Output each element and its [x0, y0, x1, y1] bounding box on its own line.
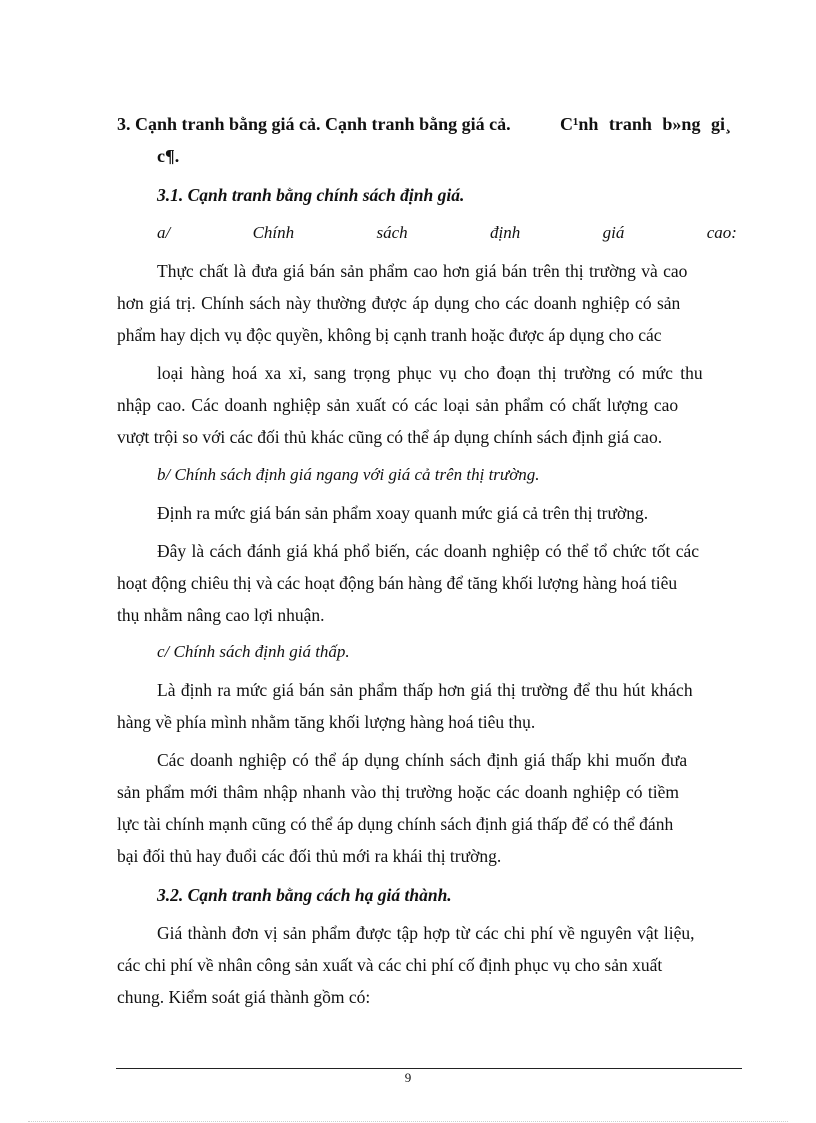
paragraph-line: nhập cao. Các doanh nghiệp sản xuất có các loại sản phẩm có chất lượng cao	[117, 395, 679, 415]
paragraph-line: Định ra mức giá bán sản phẩm xoay quanh mức giá cả trên thị trường.	[157, 503, 649, 523]
paragraph-line: hàng về phía mình nhằm tăng khối lượng hàng hoá tiêu thụ.	[117, 712, 536, 732]
paragraph-line: Đây là cách đánh giá khá phổ biến, các doanh nghiệp có thể tổ chức tốt các	[157, 541, 700, 561]
paragraph-line: Thực chất là đưa giá bán sản phẩm cao hơn giá bán trên thị trường và cao	[157, 261, 688, 281]
paragraph-line: thụ nhằm nâng cao lợi nhuận.	[117, 605, 325, 625]
paragraph-line: vượt trội so với các đối thủ khác cũng có thể áp dụng chính sách định giá cao.	[117, 427, 663, 447]
subsection-title-3-1: 3.1. Cạnh tranh bằng chính sách định giá.	[157, 185, 465, 205]
paragraph-line: hơn giá trị. Chính sách này thường được áp dụng cho các doanh nghiệp có sản	[117, 293, 681, 313]
item-b-heading: b/ Chính sách định giá ngang với giá cả trên thị trường.	[157, 465, 540, 484]
section-heading-continuation: c¶.	[157, 146, 180, 166]
paragraph-line: Giá thành đơn vị sản phẩm được tập hợp từ các chi phí về nguyên vật liệu,	[157, 923, 695, 943]
section-heading	[117, 113, 511, 135]
paragraph-line: Các doanh nghiệp có thể áp dụng chính sách định giá thấp khi muốn đưa	[157, 750, 688, 770]
paragraph-line: các chi phí về nhân công sản xuất và các chi phí cố định phục vụ cho sản xuất	[117, 955, 663, 975]
paragraph-line: phẩm hay dịch vụ độc quyền, không bị cạnh tranh hoặc được áp dụng cho các	[117, 325, 662, 345]
paragraph-line: sản phẩm mới thâm nhập nhanh vào thị trường hoặc các doanh nghiệp có tiềm	[117, 782, 679, 802]
item-a-heading: a/ Chính sách định giá cao:	[157, 223, 737, 242]
page-number: 9	[404, 1070, 412, 1085]
item-c-heading: c/ Chính sách định giá thấp.	[157, 642, 350, 661]
paragraph-line: lực tài chính mạnh cũng có thể áp dụng chính sách định giá thấp để có thể đánh	[117, 814, 674, 834]
section-heading-text: 3. Cạnh tranh bằng giá cả. Cạnh tranh bằng giá cả.	[117, 114, 511, 134]
subsection-title-3-2: 3.2. Cạnh tranh bằng cách hạ giá thành.	[157, 885, 452, 905]
paragraph-line: chung. Kiểm soát giá thành gồm có:	[117, 987, 371, 1007]
paragraph-line: Là định ra mức giá bán sản phẩm thấp hơn giá thị trường để thu hút khách	[157, 680, 693, 700]
paragraph-line: bại đối thủ hay đuổi các đối thủ mới ra khái thị trường.	[117, 846, 502, 866]
paragraph-line: loại hàng hoá xa xỉ, sang trọng phục vụ cho đoạn thị trường có mức thu	[157, 363, 703, 383]
footer-rule	[116, 1068, 742, 1069]
page-bottom-border	[28, 1121, 788, 1122]
section-heading-garbled: C¹nh tranh b»ng gi¸	[560, 114, 731, 134]
paragraph-line: hoạt động chiêu thị và các hoạt động bán hàng để tăng khối lượng hàng hoá tiêu	[117, 573, 678, 593]
